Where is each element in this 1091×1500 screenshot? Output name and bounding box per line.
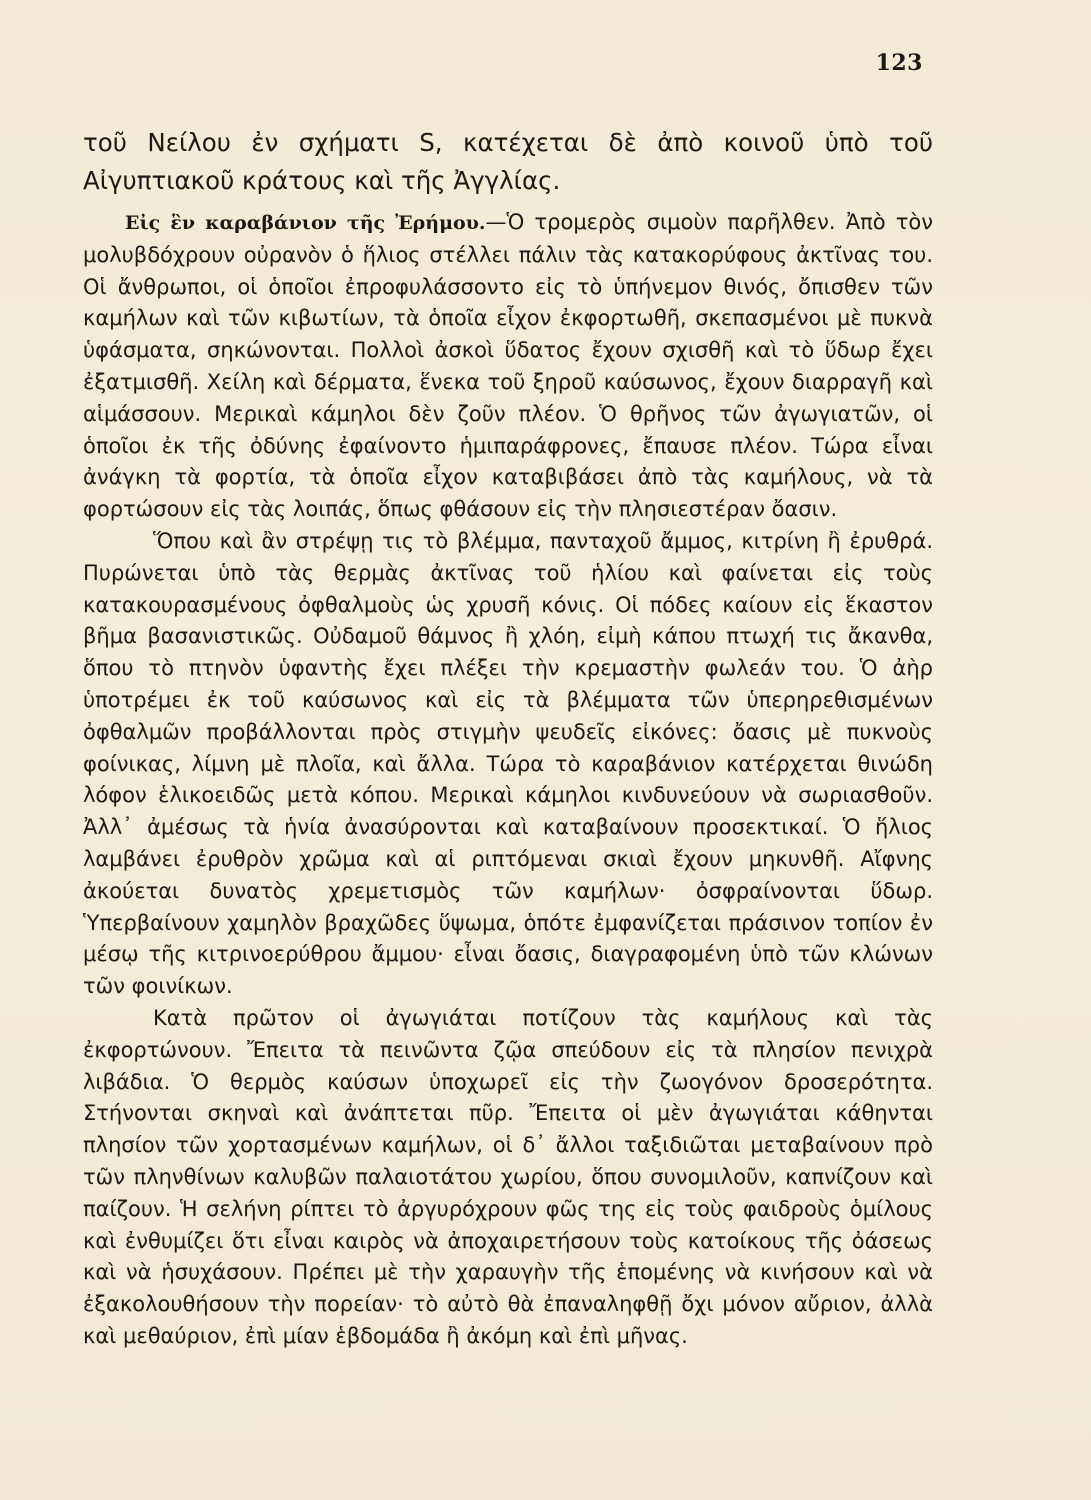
paragraph-sand: Ὅπου καὶ ἂν στρέψῃ τις τὸ βλέμμα, πανταχοῦ ἄμμος, κιτρίνη ἢ ἐρυθρά. Πυρώνεται ὑπὸ τὰς θερμὰς ἀκτῖνας τοῦ ἡλίου καὶ φαίνεται εἰς τοὺς κατακουρασμένους ὀφθαλμοὺς ὡς χρυσῆ κόνις. Οἱ πόδες καίουν εἰς ἕκαστον βῆμα βασανιστικῶς. Οὐδαμοῦ θάμνος ἢ χλόη, εἰμὴ κάπου πτωχή τις ἄκανθα, ὅπου τὸ πτηνὸν ὑφαντὴς ἔχει πλέξει τὴν κρεμαστὴν φωλεάν του. Ὁ ἀὴρ ὑποτρέμει ἐκ τοῦ καύσωνος καὶ εἰς τὰ βλέμματα τῶν ὑπερηρεθισμένων ὀφθαλμῶν προβάλλονται πρὸς στιγμὴν ψευδεῖς εἰκόνες: ὄασις μὲ πυκνοὺς φοίνικας, λίμνη μὲ πλοῖα, καὶ ἄλλα. Τώρα τὸ καραβάνιον κατέρχεται θινώδη λόφον ἑλικοειδῶς μετὰ κόπου. Μερικαὶ κάμηλοι κινδυνεύουν νὰ σωριασθοῦν. Ἀλλ᾽ ἀμέσως τὰ ἡνία ἀνασύρονται καὶ καταβαίνουν προσεκτικαί. Ὁ ἥλιος λαμβάνει ἐρυθρὸν χρῶμα καὶ αἱ ριπτόμεναι σκιαὶ ἔχουν μηκυνθῆ. Αἴφνης ἀκούεται δυνατὸς χρεμετισμὸς τῶν καμήλων· ὀσφραίνονται ὕδωρ. Ὑπερβαίνουν χαμηλὸν βραχῶδες ὕψωμα, ὁπότε ἐμφανίζεται πράσινον τοπίον ἐν μέσῳ τῆς κιτρινοερύθρου ἄμμου· εἶναι ὄασις, διαγραφομένη ὑπὸ τῶν κλώνων τῶν φοινίκων. [83, 528, 933, 999]
paragraph-desert-caravan [83, 207, 933, 526]
page-number: 123 [875, 50, 923, 76]
paragraph-1-body: —Ὁ τρομερὸς σιμοὺν παρῆλθεν. Ἀπὸ τὸν μολυβδόχρουν οὐρανὸν ὁ ἥλιος στέλλει πάλιν τὰς κατακορύφους ἀκτῖνας του. Οἱ ἄνθρωποι, οἱ ὁποῖοι ἐπροφυλάσσοντο εἰς τὸ ὑπήνεμον θινός, ὄπισθεν τῶν καμήλων καὶ τῶν κιβωτίων, τὰ ὁποῖα εἶχον ἐκφορτωθῆ, σκεπασμένοι μὲ πυκνὰ ὑφάσματα, σηκώνονται. Πολλοὶ ἀσκοὶ ὕδατος ἔχουν σχισθῆ καὶ τὸ ὕδωρ ἔχει ἐξατμισθῆ. Χείλη καὶ δέρματα, ἕνεκα τοῦ ξηροῦ καύσωνος, ἔχουν διαρραγῆ καὶ αἱμάσσουν. Μερικαὶ κάμηλοι δὲν ζοῦν πλέον. Ὁ θρῆνος τῶν ἀγωγιατῶν, οἱ ὁποῖοι ἐκ τῆς ὀδύνης ἐφαίνοντο ἡμιπαράφρονες, ἔπαυσε πλέον. Τώρα εἶναι ἀνάγκη τὰ φορτία, τὰ ὁποῖα εἶχον καταβιβάσει ἀπὸ τὰς καμήλους, νὰ τὰ φορτώσουν εἰς τὰς λοιπάς, ὅπως φθάσουν εἰς τὴν πλησιεστέραν ὄασιν. [83, 210, 934, 522]
body-text [83, 207, 933, 1353]
paragraph-oasis: Κατὰ πρῶτον οἱ ἀγωγιάται ποτίζουν τὰς καμήλους καὶ τὰς ἐκφορτώνουν. Ἔπειτα τὰ πεινῶντα ζῷα σπεύδουν εἰς τὰ πλησίον πενιχρὰ λιβάδια. Ὁ θερμὸς καύσων ὑποχωρεῖ εἰς τὴν ζωογόνον δροσερότητα. Στήνονται σκηναὶ καὶ ἀνάπτεται πῦρ. Ἔπειτα οἱ μὲν ἀγωγιάται κάθηνται πλησίον τῶν χορτασμένων καμήλων, οἱ δ᾽ ἄλλοι ταξιδιῶται μεταβαίνουν πρὸ τῶν πληνθίνων καλυβῶν παλαιοτάτου χωρίου, ὅπου συνομιλοῦν, καπνίζουν καὶ παίζουν. Ἡ σελήνη ρίπτει τὸ ἀργυρόχρουν φῶς της εἰς τοὺς φαιδροὺς ὁμίλους καὶ ἐνθυμίζει ὅτι εἶναι καιρὸς νὰ ἀποχαιρετήσουν τοὺς κατοίκους τῆς ὀάσεως καὶ νὰ ἡσυχάσουν. Πρέπει μὲ τὴν χαραυγὴν τῆς ἑπομένης νὰ κινήσουν καὶ νὰ ἐξακολουθήσουν τὴν πορείαν· τὸ αὐτὸ θὰ ἐπαναληφθῇ ὄχι μόνον αὔριον, ἀλλὰ καὶ μεθαύριον, ἐπὶ μίαν ἑβδομάδα ἢ ἀκόμη καὶ ἐπὶ μῆνας. [83, 1005, 933, 1348]
lead-paragraph: τοῦ Νείλου ἐν σχήματι S, κατέχεται δὲ ἀπὸ κοινοῦ ὑπὸ τοῦ Αἰγυπτιακοῦ κράτους καὶ τῆς Ἀγγλίας. [83, 128, 933, 195]
section-title: Εἰς ἓν καραβάνιον τῆς Ἐρήμου. [125, 212, 486, 234]
